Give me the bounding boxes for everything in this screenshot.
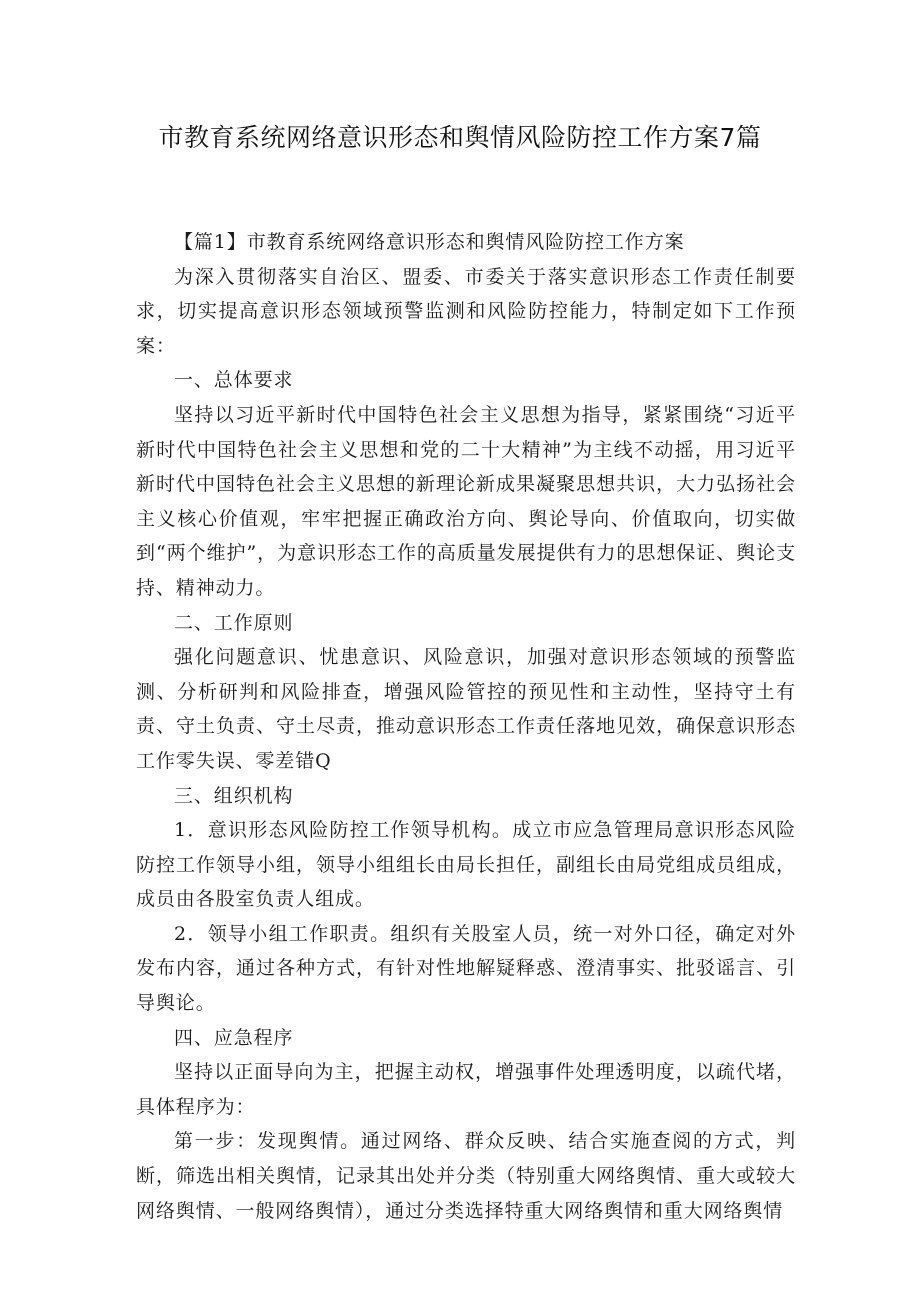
section-heading-organization: 三、组织机构 <box>174 784 294 807</box>
procedure-step-1: 第一步：发现舆情。通过网络、群众反映、结合实施查阅的方式，判断，筛选出相关舆情，记录其出处并分类（特别重大网络舆情、重大或较大网络舆情、一般网络舆情），通过分类选择特重大网络舆情和重大网络舆情 <box>136 1130 796 1222</box>
article-heading: 【篇1】市教育系统网络意识形态和舆情风险防控工作方案 <box>174 231 685 253</box>
section-heading-emergency-procedure: 四、应急程序 <box>174 1026 294 1049</box>
intro-paragraph: 为深入贯彻落实自治区、盟委、市委关于落实意识形态工作责任制要求，切实提高意识形态领域预警监测和风险防控能力，特制定如下工作预案： <box>136 265 796 357</box>
section-heading-work-principles: 二、工作原则 <box>174 611 294 634</box>
section-paragraph-work-principles: 强化问题意识、忧患意识、风险意识，加强对意识形态领域的预警监测、分析研判和风险排查，增强风险管控的预见性和主动性，坚持守土有责、守土负责、守土尽责，推动意识形态工作责任落地见效，确保意识形态工作零失误、零差错Q <box>136 646 796 772</box>
document-title: 市教育系统网络意识形态和舆情风险防控工作方案7篇 <box>158 123 762 152</box>
organization-item-duties: 2．领导小组工作职责。组织有关股室人员，统一对外口径，确定对外发布内容，通过各种方式，有针对性地解疑释惑、澄清事实、批驳谣言、引导舆论。 <box>136 922 796 1015</box>
section-heading-general-requirements: 一、总体要求 <box>174 369 294 392</box>
section-paragraph-emergency-procedure: 坚持以正面导向为主，把握主动权，增强事件处理透明度，以疏代堵，具体程序为： <box>136 1061 796 1118</box>
organization-item-leading-body: 1．意识形态风险防控工作领导机构。成立市应急管理局意识形态风险防控工作领导小组，领导小组组长由局长担任，副组长由局党组成员组成，成员由各股室负责人组成。 <box>136 819 796 911</box>
document-body <box>136 225 796 1228</box>
section-paragraph-general-requirements: 坚持以习近平新时代中国特色社会主义思想为指导，紧紧围绕“习近平新时代中国特色社会主义思想和党的二十大精神”为主线不动摇，用习近平新时代中国特色社会主义思想的新理论新成果凝聚思想共识，大力弘扬社会主义核心价值观，牢牢把握正确政治方向、舆论导向、价值取向，切实做到“两个维护”，为意识形态工作的高质量发展提供有力的思想保证、舆论支持、精神动力。 <box>136 403 796 599</box>
